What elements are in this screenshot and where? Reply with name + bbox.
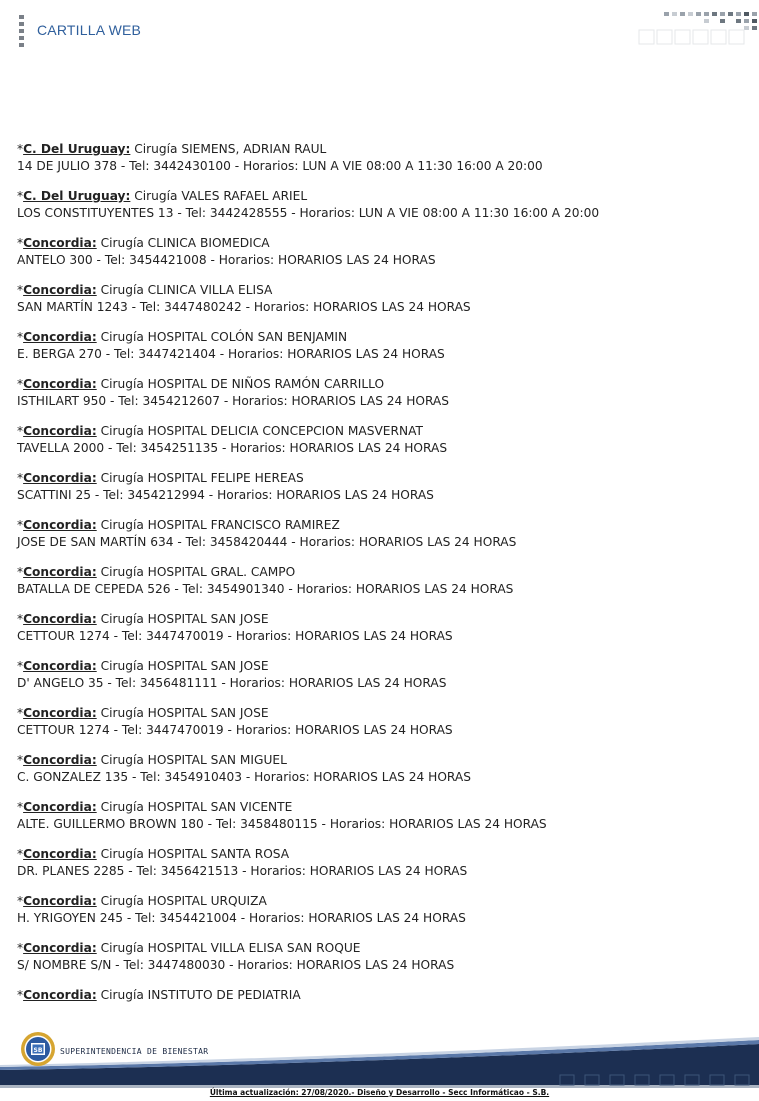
entry-city: Concordia: [23,659,97,673]
seal-monogram: SB [33,1047,43,1054]
entry-address-phone-hours: LOS CONSTITUYENTES 13 - Tel: 3442428555 - Horarios: LUN A VIE 08:00 A 11:30 16:00 A 20:00 [17,206,600,220]
entry-city: Concordia: [23,894,97,908]
entry-address-phone-hours: C. GONZALEZ 135 - Tel: 3454910403 - Horarios: HORARIOS LAS 24 HORAS [17,770,471,784]
entry-bullet: * [17,565,24,579]
entry-city: Concordia: [23,612,97,626]
entry-specialty-provider: Cirugía HOSPITAL SAN MIGUEL [96,753,287,767]
entry-city: C. Del Uruguay: [23,142,131,156]
entry-city: Concordia: [23,471,97,485]
entry-specialty-provider: Cirugía VALES RAFAEL ARIEL [130,189,308,203]
entry-city: Concordia: [23,377,97,391]
entry-address-phone-hours: DR. PLANES 2285 - Tel: 3456421513 - Horarios: HORARIOS LAS 24 HORAS [17,864,468,878]
provider-entry [17,470,747,504]
entry-address-phone-hours: ALTE. GUILLERMO BROWN 180 - Tel: 3458480115 - Horarios: HORARIOS LAS 24 HORAS [17,817,547,831]
entry-specialty-provider: Cirugía HOSPITAL DE NIÑOS RAMÓN CARRILLO [96,377,385,391]
entry-address-phone-hours: E. BERGA 270 - Tel: 3447421404 - Horarios: HORARIOS LAS 24 HORAS [17,347,445,361]
provider-entry [17,893,747,927]
entry-city: C. Del Uruguay: [23,189,131,203]
entry-bullet: * [17,377,24,391]
entry-specialty-provider: Cirugía HOSPITAL GRAL. CAMPO [96,565,296,579]
entry-bullet: * [17,518,24,532]
entry-city: Concordia: [23,800,97,814]
entry-specialty-provider: Cirugía HOSPITAL SAN JOSE [96,612,269,626]
entry-address-phone-hours: TAVELLA 2000 - Tel: 3454251135 - Horarios: HORARIOS LAS 24 HORAS [17,441,448,455]
decorative-squares-pattern [634,0,759,50]
entry-bullet: * [17,330,24,344]
provider-entry [17,940,747,974]
entry-city: Concordia: [23,236,97,250]
entry-bullet: * [17,988,24,1002]
entry-address-phone-hours: SCATTINI 25 - Tel: 3454212994 - Horarios: HORARIOS LAS 24 HORAS [17,488,434,502]
entry-bullet: * [17,424,24,438]
provider-entry [17,517,747,551]
entry-address-phone-hours: SAN MARTÍN 1243 - Tel: 3447480242 - Horarios: HORARIOS LAS 24 HORAS [17,300,471,314]
entry-specialty-provider: Cirugía HOSPITAL SAN JOSE [96,706,269,720]
entry-bullet: * [17,847,24,861]
provider-entry [17,658,747,692]
entry-address-phone-hours: ISTHILART 950 - Tel: 3454212607 - Horarios: HORARIOS LAS 24 HORAS [17,394,449,408]
footer-wave-banner [0,1026,759,1088]
provider-entry [17,376,747,410]
entry-city: Concordia: [23,847,97,861]
entry-city: Concordia: [23,565,97,579]
institution-seal-icon [20,1031,56,1067]
entry-specialty-provider: Cirugía SIEMENS, ADRIAN RAUL [130,142,327,156]
entry-bullet: * [17,659,24,673]
entry-address-phone-hours: CETTOUR 1274 - Tel: 3447470019 - Horarios: HORARIOS LAS 24 HORAS [17,629,453,643]
entry-specialty-provider: Cirugía HOSPITAL VILLA ELISA SAN ROQUE [96,941,361,955]
provider-entry [17,752,747,786]
entry-city: Concordia: [23,988,97,1002]
entry-bullet: * [17,706,24,720]
provider-entry [17,235,747,269]
entry-bullet: * [17,753,24,767]
entry-specialty-provider: Cirugía HOSPITAL COLÓN SAN BENJAMIN [96,330,348,344]
entry-specialty-provider: Cirugía HOSPITAL SAN VICENTE [96,800,293,814]
entry-specialty-provider: Cirugía HOSPITAL DELICIA CONCEPCION MASVERNAT [96,424,423,438]
entry-specialty-provider: Cirugía HOSPITAL URQUIZA [96,894,267,908]
entry-address-phone-hours: 14 DE JULIO 378 - Tel: 3442430100 - Horarios: LUN A VIE 08:00 A 11:30 16:00 A 20:00 [17,159,543,173]
provider-entry [17,329,747,363]
entry-bullet: * [17,283,24,297]
entry-city: Concordia: [23,941,97,955]
entry-bullet: * [17,800,24,814]
entry-bullet: * [17,941,24,955]
provider-entry [17,423,747,457]
entry-address-phone-hours: H. YRIGOYEN 245 - Tel: 3454421004 - Horarios: HORARIOS LAS 24 HORAS [17,911,466,925]
entry-city: Concordia: [23,706,97,720]
entry-address-phone-hours: CETTOUR 1274 - Tel: 3447470019 - Horarios: HORARIOS LAS 24 HORAS [17,723,453,737]
entry-bullet: * [17,189,24,203]
entry-bullet: * [17,142,24,156]
organization-name: SUPERINTENDENCIA DE BIENESTAR [60,1047,209,1056]
entry-bullet: * [17,894,24,908]
entry-city: Concordia: [23,518,97,532]
provider-entry [17,611,747,645]
provider-entry [17,987,747,1004]
entry-city: Concordia: [23,424,97,438]
entry-address-phone-hours: ANTELO 300 - Tel: 3454421008 - Horarios: HORARIOS LAS 24 HORAS [17,253,436,267]
entry-specialty-provider: Cirugía INSTITUTO DE PEDIATRIA [96,988,301,1002]
entry-specialty-provider: Cirugía CLINICA VILLA ELISA [96,283,273,297]
provider-entry [17,705,747,739]
page-footer [0,1026,759,1101]
entry-address-phone-hours: BATALLA DE CEPEDA 526 - Tel: 3454901340 - Horarios: HORARIOS LAS 24 HORAS [17,582,514,596]
entry-specialty-provider: Cirugía HOSPITAL SANTA ROSA [96,847,290,861]
entry-specialty-provider: Cirugía HOSPITAL SAN JOSE [96,659,269,673]
provider-entry [17,282,747,316]
entry-bullet: * [17,612,24,626]
entry-city: Concordia: [23,330,97,344]
entry-address-phone-hours: S/ NOMBRE S/N - Tel: 3447480030 - Horarios: HORARIOS LAS 24 HORAS [17,958,455,972]
entry-city: Concordia: [23,753,97,767]
entry-specialty-provider: Cirugía HOSPITAL FRANCISCO RAMIREZ [96,518,340,532]
entry-bullet: * [17,236,24,250]
provider-entry [17,141,747,175]
entry-specialty-provider: Cirugía CLINICA BIOMEDICA [96,236,270,250]
provider-entry [17,799,747,833]
provider-entry [17,188,747,222]
entry-address-phone-hours: JOSE DE SAN MARTÍN 634 - Tel: 3458420444 - Horarios: HORARIOS LAS 24 HORAS [17,535,517,549]
entry-city: Concordia: [23,283,97,297]
provider-entry [17,564,747,598]
entry-bullet: * [17,471,24,485]
entry-address-phone-hours: D' ANGELO 35 - Tel: 3456481111 - Horarios: HORARIOS LAS 24 HORAS [17,676,447,690]
last-update-note: Última actualización: 27/08/2020.- Diseño y Desarrollo - Secc Informáticao - S.B. [209,1088,550,1097]
page-title: CARTILLA WEB [37,22,142,38]
provider-entry [17,846,747,880]
entry-specialty-provider: Cirugía HOSPITAL FELIPE HEREAS [96,471,304,485]
brand-bars-icon [19,15,24,47]
page-header [0,0,759,60]
provider-list [17,141,747,1017]
